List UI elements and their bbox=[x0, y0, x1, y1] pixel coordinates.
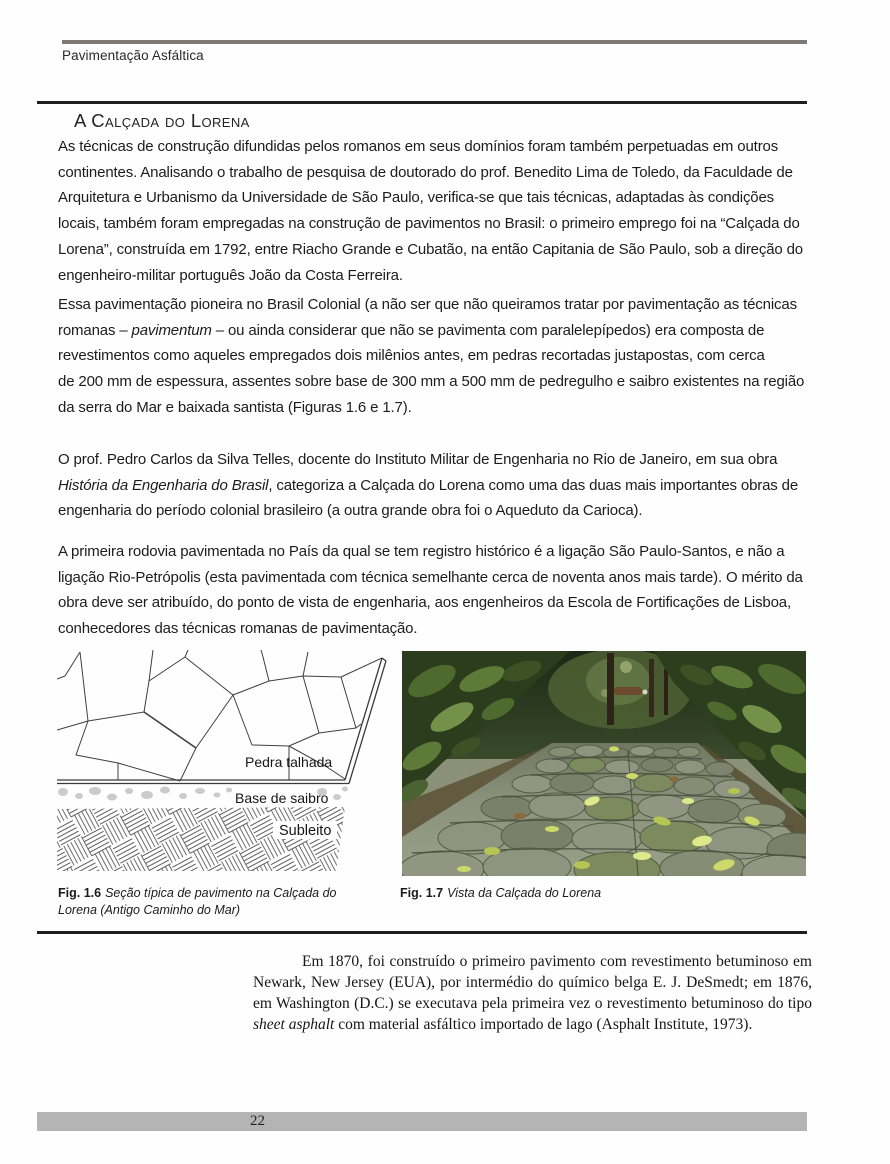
figure-1-6-label: Fig. 1.6 bbox=[58, 886, 102, 900]
header-rule-bar bbox=[62, 40, 807, 44]
paragraph-3 bbox=[58, 447, 808, 524]
historical-note-paragraph bbox=[253, 951, 812, 1035]
historical-note-italic-term: sheet asphalt bbox=[253, 1016, 335, 1033]
paragraph-3-text-b: , categoriza a Calçada do Lorena como uma das duas mais importantes obras de engenharia do período colonial brasileiro (a outra grande obra foi o Aqueduto da Carioca). bbox=[58, 476, 799, 520]
paragraph-4: A primeira rodovia pavimentada no País da qual se tem registro histórico é a ligação São Paulo-Santos, e não a ligação Rio-Petrópolis (esta pavimentada com técnica semelhante cerca de noventa anos mais tarde). O mérito da obra deve ser atribuído, do ponto de vista de engenharia, aos engenheiros da Escola de Fortificações de Lisboa, conhecedores das técnicas romanas de pavimentação. bbox=[58, 543, 803, 638]
bottom-divider-rule bbox=[37, 931, 807, 934]
paragraph-3-book-title: História da Engenharia do Brasil bbox=[58, 476, 269, 494]
diagram-label-pedra-talhada: Pedra talhada bbox=[245, 754, 333, 770]
section-title: A Calçada do Lorena bbox=[74, 110, 250, 131]
historical-note-text-a: Em 1870, foi construído o primeiro pavimento com revestimento betuminoso em Newark, New Jersey (EUA), por intermédio do químico belga E. J. DeSmedt; em 1876, em Washington (D.C.) se executava pela primeira vez o revestimento betuminoso do tipo bbox=[253, 953, 812, 1012]
paragraph-1: As técnicas de construção difundidas pelos romanos em seus domínios foram também perpetuadas em outros continentes. Analisando o trabalho de pesquisa de doutorado do prof. Benedito Lima de Toledo, da Faculdade de Arquitetura e Urbanismo da Universidade de São Paulo, verifica-se que tais técnicas, adaptadas às condições locais, também foram empregadas na construção de pavimentos no Brasil: o primeiro emprego foi na “Calçada do Lorena”, construída em 1792, entre Riacho Grande e Cubatão, na então Capitania de São Paulo, sob a direção do engenheiro-militar português João da Costa Ferreira. bbox=[58, 138, 803, 284]
historical-note-text-b: com material asfáltico importado de lago (Asphalt Institute, 1973). bbox=[334, 1016, 753, 1033]
figure-1-6-caption bbox=[58, 885, 358, 918]
top-divider-rule bbox=[37, 101, 807, 104]
stone-joint-lines bbox=[57, 650, 382, 781]
figure-1-6-pavement-section-diagram bbox=[57, 650, 392, 878]
figure-1-7-label: Fig. 1.7 bbox=[400, 886, 444, 900]
diagram-label-subleito: Subleito bbox=[279, 823, 332, 839]
paragraph-2-text-c: de 200 mm de espessura, assentes sobre base de 300 mm a 500 mm de pedregulho e saibro existentes na região da serra do Mar e baixada santista (Figuras 1.6 e 1.7). bbox=[58, 373, 805, 416]
paragraph-2 bbox=[58, 292, 808, 421]
running-header-title: Pavimentação Asfáltica bbox=[62, 48, 204, 63]
footer-bar bbox=[37, 1112, 807, 1131]
figure-1-7-caption bbox=[400, 885, 790, 902]
diagram-label-base-saibro: Base de saibro bbox=[235, 790, 329, 806]
page-number: 22 bbox=[250, 1113, 265, 1129]
paragraph-2-text-b: – ou ainda considerar que não se pavimenta com paralelepípedos) era composta de revestimentos como aqueles empregados dois milênios antes, em pedras recortadas justapostas, com cerca bbox=[58, 321, 765, 365]
paragraph-2-italic-term: pavimentum bbox=[131, 321, 212, 339]
figure-1-6-caption-text: Seção típica de pavimento na Calçada do Lorena (Antigo Caminho do Mar) bbox=[58, 886, 337, 917]
figure-1-7-caption-text: Vista da Calçada do Lorena bbox=[447, 886, 602, 900]
figure-1-7-road-photo bbox=[402, 651, 806, 876]
paragraph-2-text-a: Essa pavimentação pioneira no Brasil Colonial (a não ser que não queiramos tratar por pavimentação as técnicas romanas – bbox=[58, 296, 797, 339]
paragraph-3-text-a: O prof. Pedro Carlos da Silva Telles, docente do Instituto Militar de Engenharia no Rio de Janeiro, em sua obra bbox=[58, 451, 778, 468]
